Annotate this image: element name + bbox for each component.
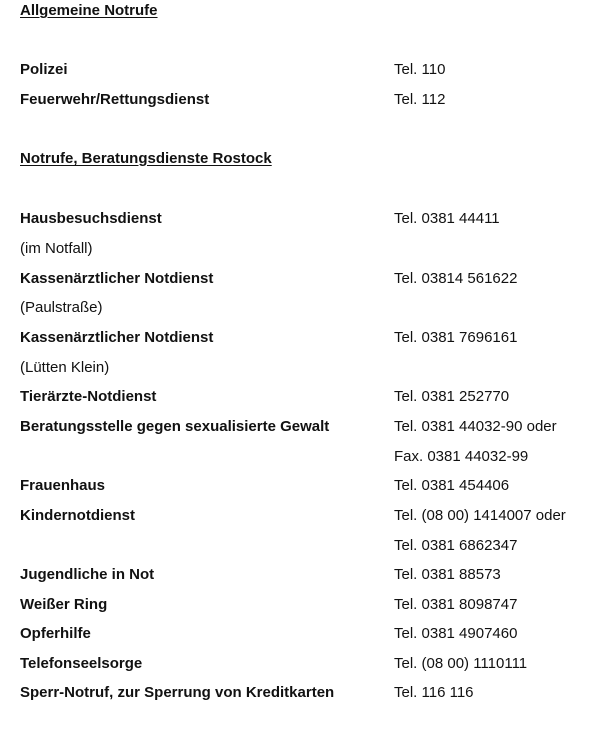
entry-name: Beratungsstelle gegen sexualisierte Gewalt <box>20 418 330 435</box>
entry-name: Tierärzte-Notdienst <box>20 388 157 405</box>
entry-row <box>20 382 590 412</box>
entry-phone: Tel. 116 116 <box>394 684 474 701</box>
entry-row <box>20 264 590 294</box>
entry-phone-alt: Tel. 0381 6862347 <box>394 537 518 554</box>
entry-phone: Tel. 0381 44032-90 oder <box>394 418 557 435</box>
entry-name: Sperr-Notruf, zur Sperrung von Kreditkarten <box>20 684 335 701</box>
entry-name: Hausbesuchsdienst <box>20 210 162 227</box>
entry-phone: Tel. 03814 561622 <box>394 270 518 287</box>
entry-name: Kassenärztlicher Notdienst <box>20 270 214 287</box>
entry-phone: Tel. 110 <box>394 61 446 78</box>
entry-name: Kindernotdienst <box>20 507 135 524</box>
entry-note-row <box>20 353 590 383</box>
entry-name: Jugendliche in Not <box>20 566 155 583</box>
entry-row <box>20 55 590 85</box>
entry-name: Polizei <box>20 61 68 78</box>
section-heading-rostock: Notrufe, Beratungsdienste Rostock <box>20 150 272 167</box>
entry-phone: Tel. 112 <box>394 91 446 108</box>
entry-note: (Lütten Klein) <box>20 359 110 376</box>
entry-note: (Paulstraße) <box>20 299 103 316</box>
entry-phone: Tel. (08 00) 1110111 <box>394 655 528 672</box>
entry-phone: Tel. 0381 7696161 <box>394 329 518 346</box>
entry-phone-continuation-row <box>20 531 590 561</box>
entry-row <box>20 85 590 115</box>
entry-phone: Tel. 0381 4907460 <box>394 625 518 642</box>
entry-row <box>20 649 590 679</box>
entry-fax: Fax. 0381 44032-99 <box>394 448 529 465</box>
entry-row <box>20 323 590 353</box>
entry-row <box>20 560 590 590</box>
entry-phone: Tel. 0381 454406 <box>394 477 510 494</box>
entry-phone: Tel. (08 00) 1414007 oder <box>394 507 566 524</box>
entry-name: Kassenärztlicher Notdienst <box>20 329 214 346</box>
entry-note-row <box>20 293 590 323</box>
entry-phone: Tel. 0381 88573 <box>394 566 501 583</box>
entry-phone-continuation-row <box>20 442 590 472</box>
entry-name: Telefonseelsorge <box>20 655 143 672</box>
entry-phone: Tel. 0381 44411 <box>394 210 500 227</box>
entry-row <box>20 501 590 531</box>
entry-name: Weißer Ring <box>20 596 108 613</box>
entry-name: Opferhilfe <box>20 625 91 642</box>
entry-phone: Tel. 0381 8098747 <box>394 596 518 613</box>
entry-note: (im Notfall) <box>20 240 93 257</box>
entry-name: Feuerwehr/Rettungsdienst <box>20 91 210 108</box>
entry-name: Frauenhaus <box>20 477 106 494</box>
section-heading-general: Allgemeine Notrufe <box>20 2 158 19</box>
entry-row <box>20 412 590 442</box>
entry-row <box>20 678 590 708</box>
entry-phone: Tel. 0381 252770 <box>394 388 510 405</box>
entry-row <box>20 471 590 501</box>
entry-row <box>20 590 590 620</box>
entry-note-row <box>20 234 590 264</box>
entry-row <box>20 204 590 234</box>
entry-row <box>20 619 590 649</box>
